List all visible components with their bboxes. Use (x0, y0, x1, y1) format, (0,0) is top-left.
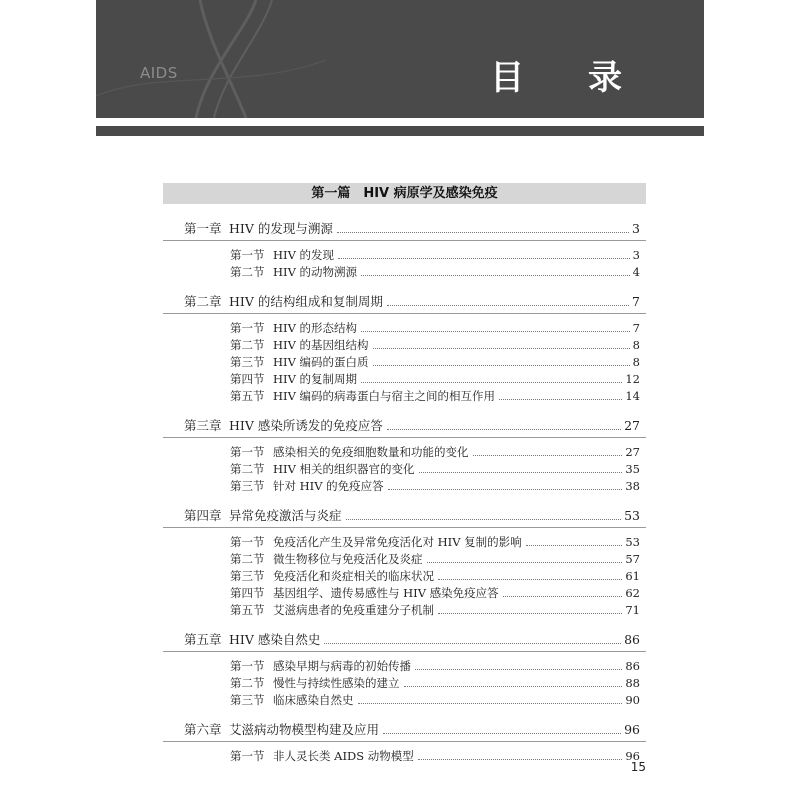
toc-section-row[interactable] (163, 657, 646, 674)
chapter-page: 53 (624, 508, 640, 523)
toc-section-row[interactable] (163, 601, 646, 618)
toc-section-row[interactable] (163, 370, 646, 387)
dot-leader (338, 258, 630, 259)
section-number: 第二节 (230, 676, 265, 690)
section-title: 免疫活化和炎症相关的临床状况 (273, 569, 434, 583)
section-title: 基因组学、遗传易感性与 HIV 感染免疫应答 (273, 586, 499, 600)
chapter-page: 86 (624, 632, 640, 647)
dot-leader (337, 232, 629, 233)
header-banner (96, 0, 704, 118)
toc-chapter-row[interactable] (163, 503, 646, 528)
section-number: 第四节 (230, 586, 265, 600)
chapter-number: 第一章 (184, 221, 222, 236)
toc-chapter-row[interactable] (163, 216, 646, 241)
section-title: HIV 的动物溯源 (273, 265, 358, 279)
toc-section-row[interactable] (163, 353, 646, 370)
section-page: 4 (632, 265, 640, 279)
section-page: 14 (625, 389, 640, 403)
chapter-number: 第四章 (184, 508, 222, 523)
dot-leader (526, 545, 623, 546)
section-page: 35 (625, 462, 640, 476)
section-title: HIV 编码的蛋白质 (273, 355, 369, 369)
toc-section-row[interactable] (163, 477, 646, 494)
section-page: 8 (632, 355, 640, 369)
dot-leader (361, 382, 622, 383)
section-page: 86 (625, 659, 640, 673)
chapter-title: 异常免疫激活与炎症 (229, 508, 342, 523)
section-page: 62 (625, 586, 640, 600)
toc-section-row[interactable] (163, 533, 646, 550)
table-of-contents (163, 216, 646, 765)
section-number: 第二节 (230, 462, 265, 476)
chapter-page: 3 (632, 221, 640, 236)
chapter-title: HIV 的发现与溯源 (229, 221, 333, 236)
toc-chapter-row[interactable] (163, 413, 646, 438)
toc-chapter-row[interactable] (163, 627, 646, 652)
section-page: 88 (625, 676, 640, 690)
toc-section-row[interactable] (163, 584, 646, 601)
dot-leader (438, 579, 622, 580)
section-page: 57 (625, 552, 640, 566)
dot-leader (358, 703, 623, 704)
section-number: 第三节 (230, 693, 265, 707)
dot-leader (503, 596, 623, 597)
chapter-number: 第二章 (184, 294, 222, 309)
section-page: 12 (625, 372, 640, 386)
section-title: 慢性与持续性感染的建立 (273, 676, 400, 690)
header-divider (96, 126, 704, 136)
chapter-title: 艾滋病动物模型构建及应用 (229, 722, 380, 737)
toc-section-row[interactable] (163, 460, 646, 477)
section-title: HIV 的基因组结构 (273, 338, 369, 352)
aids-watermark-text: AIDS (140, 64, 178, 82)
section-title: HIV 编码的病毒蛋白与宿主之间的相互作用 (273, 389, 496, 403)
dot-leader (415, 669, 622, 670)
dot-leader (346, 519, 622, 520)
section-number: 第一节 (230, 321, 265, 335)
page-number: 15 (630, 760, 646, 774)
dot-leader (388, 489, 623, 490)
section-page: 90 (625, 693, 640, 707)
chapter-title: HIV 感染所诱发的免疫应答 (229, 418, 383, 433)
section-page: 3 (632, 248, 640, 262)
section-page: 27 (625, 445, 640, 459)
chapter-page: 27 (624, 418, 640, 433)
section-number: 第一节 (230, 659, 265, 673)
section-number: 第三节 (230, 569, 265, 583)
toc-chapter-row[interactable] (163, 717, 646, 742)
toc-section-row[interactable] (163, 246, 646, 263)
dot-leader (387, 305, 629, 306)
dot-leader (324, 643, 621, 644)
chapter-number: 第三章 (184, 418, 222, 433)
section-title: 艾滋病患者的免疫重建分子机制 (273, 603, 434, 617)
toc-chapter-row[interactable] (163, 289, 646, 314)
chapter-page: 96 (624, 722, 640, 737)
section-page: 71 (625, 603, 640, 617)
toc-section-list (163, 314, 646, 405)
dot-leader (438, 613, 622, 614)
dot-leader (427, 562, 623, 563)
dot-leader (361, 331, 630, 332)
section-title: 微生物移位与免疫活化及炎症 (273, 552, 423, 566)
toc-section-row[interactable] (163, 319, 646, 336)
section-title: HIV 的复制周期 (273, 372, 358, 386)
toc-section-row[interactable] (163, 747, 646, 764)
section-page: 96 (625, 749, 640, 763)
section-number: 第五节 (230, 389, 265, 403)
toc-section-row[interactable] (163, 550, 646, 567)
chapter-title: HIV 的结构组成和复制周期 (229, 294, 383, 309)
dot-leader (418, 759, 623, 760)
toc-section-list (163, 742, 646, 765)
section-title: 感染相关的免疫细胞数量和功能的变化 (273, 445, 469, 459)
section-number: 第一节 (230, 445, 265, 459)
part-title: 第一篇 HIV 病原学及感染免疫 (163, 183, 646, 204)
section-number: 第二节 (230, 338, 265, 352)
toc-section-row[interactable] (163, 387, 646, 404)
toc-section-row[interactable] (163, 567, 646, 584)
section-number: 第二节 (230, 265, 265, 279)
section-title: HIV 的形态结构 (273, 321, 358, 335)
section-number: 第一节 (230, 749, 265, 763)
chapter-number: 第六章 (184, 722, 222, 737)
dot-leader (373, 348, 630, 349)
dot-leader (473, 455, 623, 456)
dot-leader (361, 275, 630, 276)
chapter-number: 第五章 (184, 632, 222, 647)
page-title: 目 录 (490, 58, 648, 98)
section-page: 61 (625, 569, 640, 583)
toc-section-row[interactable] (163, 691, 646, 708)
dot-leader (419, 472, 623, 473)
section-number: 第一节 (230, 535, 265, 549)
toc-section-list (163, 241, 646, 281)
chapter-title: HIV 感染自然史 (229, 632, 321, 647)
section-number: 第五节 (230, 603, 265, 617)
section-number: 第四节 (230, 372, 265, 386)
section-page: 8 (632, 338, 640, 352)
toc-section-list (163, 528, 646, 619)
section-title: 感染早期与病毒的初始传播 (273, 659, 411, 673)
toc-section-list (163, 438, 646, 495)
section-number: 第三节 (230, 479, 265, 493)
dot-leader (373, 365, 630, 366)
section-title: 针对 HIV 的免疫应答 (273, 479, 384, 493)
section-number: 第二节 (230, 552, 265, 566)
section-title: 临床感染自然史 (273, 693, 354, 707)
toc-section-row[interactable] (163, 443, 646, 460)
section-title: HIV 相关的组织器官的变化 (273, 462, 415, 476)
toc-section-row[interactable] (163, 674, 646, 691)
toc-section-row[interactable] (163, 336, 646, 353)
section-page: 38 (625, 479, 640, 493)
dot-leader (383, 733, 621, 734)
section-number: 第三节 (230, 355, 265, 369)
section-number: 第一节 (230, 248, 265, 262)
chapter-page: 7 (632, 294, 640, 309)
dot-leader (404, 686, 623, 687)
toc-section-list (163, 652, 646, 709)
section-title: HIV 的发现 (273, 248, 335, 262)
section-title: 免疫活化产生及异常免疫活化对 HIV 复制的影响 (273, 535, 522, 549)
section-title: 非人灵长类 AIDS 动物模型 (273, 749, 414, 763)
section-page: 7 (632, 321, 640, 335)
section-page: 53 (625, 535, 640, 549)
dot-leader (387, 429, 621, 430)
dot-leader (499, 399, 622, 400)
toc-section-row[interactable] (163, 263, 646, 280)
